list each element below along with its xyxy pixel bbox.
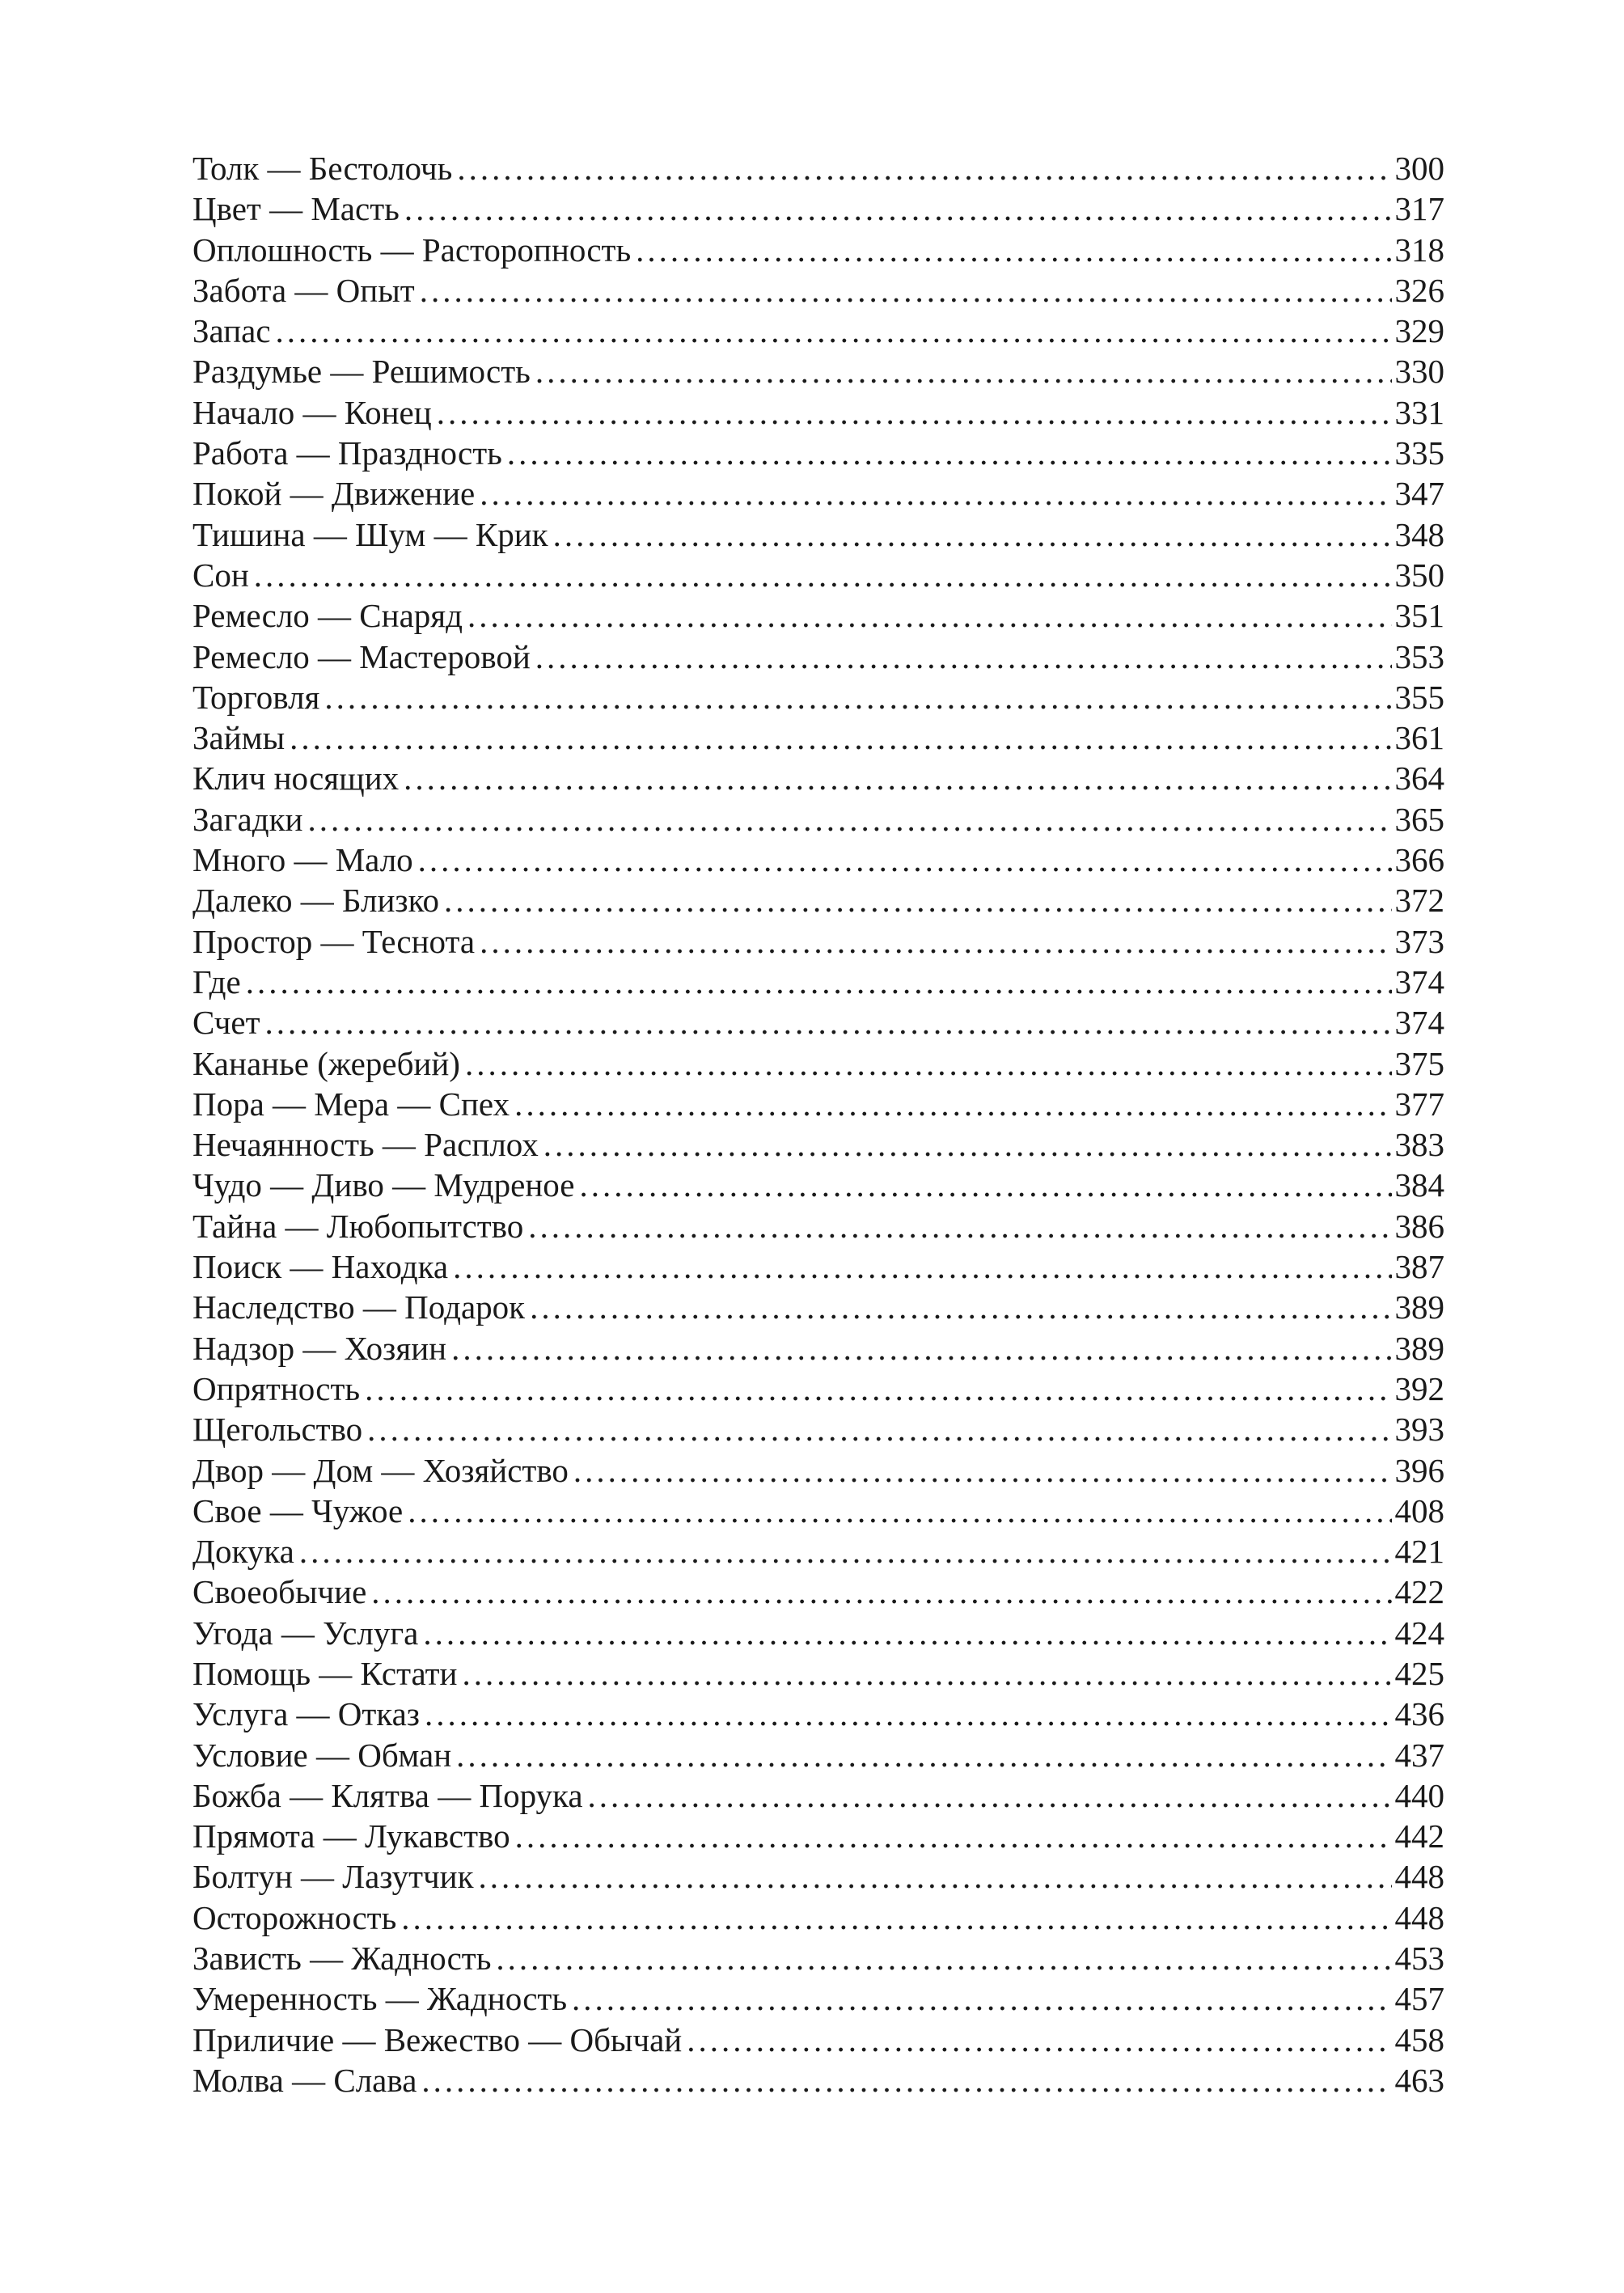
dot-leader <box>573 1450 1392 1491</box>
dot-leader <box>465 1043 1392 1084</box>
toc-entry-title: Свое — Чужое <box>192 1491 404 1529</box>
dot-leader <box>543 1124 1392 1165</box>
toc-entry-page-number: 384 <box>1394 1166 1444 1204</box>
toc-entry <box>192 2060 1444 2101</box>
toc-entry-page-number: 448 <box>1394 1858 1444 1896</box>
dot-leader <box>453 1246 1391 1287</box>
dot-leader <box>572 1978 1391 2019</box>
toc-entry <box>192 1124 1444 1165</box>
toc-entry <box>192 1206 1444 1246</box>
toc-entry-title: Тишина — Шум — Крик <box>192 515 548 553</box>
toc-entry-page-number: 317 <box>1394 190 1444 228</box>
toc-entry-title: Зависть — Жадность <box>192 1940 492 1978</box>
toc-entry <box>192 1775 1444 1816</box>
toc-entry-title: Помощь — Кстати <box>192 1654 458 1692</box>
dot-leader <box>579 1165 1391 1205</box>
toc-entry-title: Загадки <box>192 800 303 838</box>
toc-entry-page-number: 386 <box>1394 1207 1444 1245</box>
toc-entry <box>192 1653 1444 1694</box>
dot-leader <box>307 799 1391 840</box>
dot-leader <box>467 595 1392 636</box>
dot-leader <box>418 840 1392 880</box>
dot-leader <box>299 1531 1392 1572</box>
toc-entry-page-number: 377 <box>1394 1085 1444 1123</box>
toc-entry-page-number: 372 <box>1394 882 1444 920</box>
dot-leader <box>530 1287 1391 1327</box>
toc-entry <box>192 799 1444 840</box>
dot-leader <box>276 311 1392 351</box>
toc-entry-page-number: 457 <box>1394 1980 1444 2018</box>
table-of-contents <box>192 148 1444 2101</box>
toc-entry <box>192 311 1444 351</box>
toc-entry-page-number: 387 <box>1394 1248 1444 1286</box>
toc-entry-title: Сон <box>192 556 249 594</box>
toc-entry-page-number: 348 <box>1394 515 1444 553</box>
toc-entry-page-number: 300 <box>1394 150 1444 187</box>
toc-entry-title: Займы <box>192 719 285 757</box>
toc-entry <box>192 758 1444 798</box>
dot-leader <box>265 1002 1392 1043</box>
toc-entry <box>192 2020 1444 2060</box>
toc-entry <box>192 1084 1444 1124</box>
dot-leader <box>437 392 1392 433</box>
toc-entry-title: Угода — Услуга <box>192 1614 419 1652</box>
toc-entry-page-number: 374 <box>1394 962 1444 1001</box>
toc-entry-title: Клич носящих <box>192 759 400 797</box>
toc-entry-title: Щегольство <box>192 1411 363 1449</box>
toc-entry-title: Торговля <box>192 678 320 716</box>
toc-entry-title: Оплошность — Расторопность <box>192 231 632 269</box>
toc-entry <box>192 677 1444 717</box>
toc-entry <box>192 1491 1444 1531</box>
toc-entry-title: Простор — Теснота <box>192 922 476 960</box>
dot-leader <box>535 637 1392 677</box>
toc-entry-page-number: 396 <box>1394 1451 1444 1489</box>
dot-leader <box>479 1856 1392 1897</box>
dot-leader <box>457 148 1391 188</box>
toc-entry-page-number: 425 <box>1394 1654 1444 1692</box>
toc-entry-page-number: 329 <box>1394 312 1444 350</box>
toc-entry <box>192 1897 1444 1938</box>
toc-entry-page-number: 389 <box>1394 1288 1444 1326</box>
dot-leader <box>408 1491 1391 1531</box>
toc-entry-page-number: 374 <box>1394 1004 1444 1042</box>
toc-entry <box>192 351 1444 391</box>
dot-leader <box>444 880 1392 920</box>
toc-entry-title: Приличие — Вежество — Обычай <box>192 2020 683 2058</box>
toc-entry <box>192 1938 1444 1978</box>
dot-leader <box>528 1206 1391 1246</box>
dot-leader <box>456 1735 1391 1775</box>
toc-entry <box>192 595 1444 636</box>
toc-entry-title: Пора — Мера — Спех <box>192 1085 510 1123</box>
toc-entry-title: Своеобычие <box>192 1573 367 1611</box>
toc-entry-title: Тайна — Любопытство <box>192 1207 524 1245</box>
toc-entry <box>192 1246 1444 1287</box>
toc-entry-title: Чудо — Диво — Мудреное <box>192 1166 575 1204</box>
toc-entry <box>192 433 1444 473</box>
toc-entry-title: Докука <box>192 1533 294 1571</box>
toc-entry-title: Услуга — Отказ <box>192 1695 420 1733</box>
toc-entry-page-number: 361 <box>1394 719 1444 757</box>
toc-entry <box>192 555 1444 595</box>
toc-entry <box>192 473 1444 514</box>
toc-entry-page-number: 442 <box>1394 1817 1444 1855</box>
toc-entry <box>192 1978 1444 2019</box>
toc-entry-title: Прямота — Лукавство <box>192 1817 510 1855</box>
toc-entry-title: Покой — Движение <box>192 475 476 513</box>
dot-leader <box>425 1694 1392 1734</box>
toc-entry-title: Запас <box>192 312 271 350</box>
dot-leader <box>507 433 1392 473</box>
toc-entry-title: Кананье (жеребий) <box>192 1044 460 1082</box>
toc-entry-title: Цвет — Масть <box>192 190 400 228</box>
dot-leader <box>404 758 1391 798</box>
toc-entry-title: Начало — Конец <box>192 393 432 431</box>
toc-entry <box>192 1572 1444 1612</box>
toc-entry-page-number: 366 <box>1394 841 1444 879</box>
toc-entry <box>192 514 1444 555</box>
dot-leader <box>420 270 1392 311</box>
toc-entry-page-number: 393 <box>1394 1411 1444 1449</box>
toc-entry-page-number: 331 <box>1394 393 1444 431</box>
toc-entry-page-number: 355 <box>1394 678 1444 716</box>
toc-entry-page-number: 318 <box>1394 231 1444 269</box>
toc-entry <box>192 717 1444 758</box>
toc-entry <box>192 270 1444 311</box>
toc-entry <box>192 1002 1444 1043</box>
toc-entry-title: Где <box>192 962 241 1001</box>
toc-entry-title: Условие — Обман <box>192 1736 452 1774</box>
toc-entry-title: Толк — Бестолочь <box>192 150 453 187</box>
dot-leader <box>371 1572 1391 1612</box>
toc-entry <box>192 1043 1444 1084</box>
toc-entry <box>192 1328 1444 1369</box>
toc-entry <box>192 1613 1444 1653</box>
dot-leader <box>324 677 1391 717</box>
dot-leader <box>290 717 1391 758</box>
toc-entry <box>192 1694 1444 1734</box>
toc-entry-page-number: 373 <box>1394 922 1444 960</box>
toc-entry-page-number: 383 <box>1394 1126 1444 1164</box>
toc-entry-page-number: 347 <box>1394 475 1444 513</box>
toc-entry-page-number: 440 <box>1394 1776 1444 1814</box>
toc-entry-page-number: 326 <box>1394 271 1444 309</box>
toc-entry-title: Счет <box>192 1004 260 1042</box>
toc-entry-page-number: 375 <box>1394 1044 1444 1082</box>
toc-entry-title: Двор — Дом — Хозяйство <box>192 1451 569 1489</box>
toc-entry-page-number: 364 <box>1394 759 1444 797</box>
toc-entry <box>192 840 1444 880</box>
toc-entry <box>192 1287 1444 1327</box>
toc-entry <box>192 148 1444 188</box>
toc-entry-page-number: 453 <box>1394 1940 1444 1978</box>
dot-leader <box>423 1613 1391 1653</box>
toc-entry <box>192 188 1444 229</box>
toc-entry-page-number: 335 <box>1394 434 1444 472</box>
dot-leader <box>421 2060 1391 2101</box>
toc-entry <box>192 962 1444 1002</box>
dot-leader <box>515 1816 1392 1856</box>
toc-entry <box>192 230 1444 270</box>
toc-entry-page-number: 365 <box>1394 800 1444 838</box>
toc-entry <box>192 1409 1444 1449</box>
toc-entry-title: Надзор — Хозяин <box>192 1329 447 1367</box>
toc-entry-page-number: 392 <box>1394 1369 1444 1407</box>
dot-leader <box>588 1775 1392 1816</box>
toc-entry-title: Болтун — Лазутчик <box>192 1858 474 1896</box>
toc-entry-title: Божба — Клятва — Порука <box>192 1776 583 1814</box>
toc-entry-page-number: 448 <box>1394 1898 1444 1936</box>
toc-entry-title: Опрятность <box>192 1369 361 1407</box>
dot-leader <box>480 473 1391 514</box>
toc-entry-page-number: 389 <box>1394 1329 1444 1367</box>
toc-entry-title: Работа — Праздность <box>192 434 502 472</box>
toc-entry-title: Ремесло — Снаряд <box>192 597 463 635</box>
toc-entry-page-number: 422 <box>1394 1573 1444 1611</box>
toc-entry-title: Ремесло — Мастеровой <box>192 637 531 675</box>
toc-entry-page-number: 463 <box>1394 2061 1444 2099</box>
dot-leader <box>514 1084 1391 1124</box>
toc-entry-title: Далеко — Близко <box>192 882 439 920</box>
toc-entry-title: Умеренность — Жадность <box>192 1980 568 2018</box>
dot-leader <box>246 962 1392 1002</box>
toc-entry-title: Наследство — Подарок <box>192 1288 526 1326</box>
toc-entry <box>192 1450 1444 1491</box>
toc-entry-title: Много — Мало <box>192 841 413 879</box>
toc-entry <box>192 1165 1444 1205</box>
toc-entry-page-number: 436 <box>1394 1695 1444 1733</box>
toc-entry <box>192 637 1444 677</box>
dot-leader <box>254 555 1392 595</box>
dot-leader <box>687 2020 1391 2060</box>
dot-leader <box>451 1328 1391 1369</box>
toc-entry-page-number: 330 <box>1394 353 1444 391</box>
dot-leader <box>367 1409 1391 1449</box>
toc-entry <box>192 1735 1444 1775</box>
dot-leader <box>404 188 1392 229</box>
toc-entry <box>192 392 1444 433</box>
toc-entry-title: Нечаянность — Расплох <box>192 1126 539 1164</box>
toc-entry <box>192 1531 1444 1572</box>
toc-entry-page-number: 408 <box>1394 1491 1444 1529</box>
toc-entry-title: Забота — Опыт <box>192 271 415 309</box>
dot-leader <box>535 351 1392 391</box>
toc-entry-page-number: 353 <box>1394 637 1444 675</box>
dot-leader <box>365 1369 1391 1409</box>
toc-entry-title: Поиск — Находка <box>192 1248 449 1286</box>
dot-leader <box>636 230 1391 270</box>
toc-entry-title: Раздумье — Решимость <box>192 353 531 391</box>
toc-entry-page-number: 421 <box>1394 1533 1444 1571</box>
dot-leader <box>480 921 1391 962</box>
toc-entry-page-number: 458 <box>1394 2020 1444 2058</box>
toc-entry-page-number: 350 <box>1394 556 1444 594</box>
dot-leader <box>462 1653 1391 1694</box>
toc-entry <box>192 921 1444 962</box>
dot-leader <box>401 1897 1391 1938</box>
toc-entry-page-number: 437 <box>1394 1736 1444 1774</box>
toc-entry-page-number: 351 <box>1394 597 1444 635</box>
dot-leader <box>496 1938 1391 1978</box>
toc-entry-page-number: 424 <box>1394 1614 1444 1652</box>
toc-entry <box>192 880 1444 920</box>
toc-entry <box>192 1856 1444 1897</box>
toc-entry <box>192 1816 1444 1856</box>
dot-leader <box>553 514 1392 555</box>
toc-entry-title: Осторожность <box>192 1898 397 1936</box>
toc-entry-title: Молва — Слава <box>192 2061 417 2099</box>
toc-entry <box>192 1369 1444 1409</box>
